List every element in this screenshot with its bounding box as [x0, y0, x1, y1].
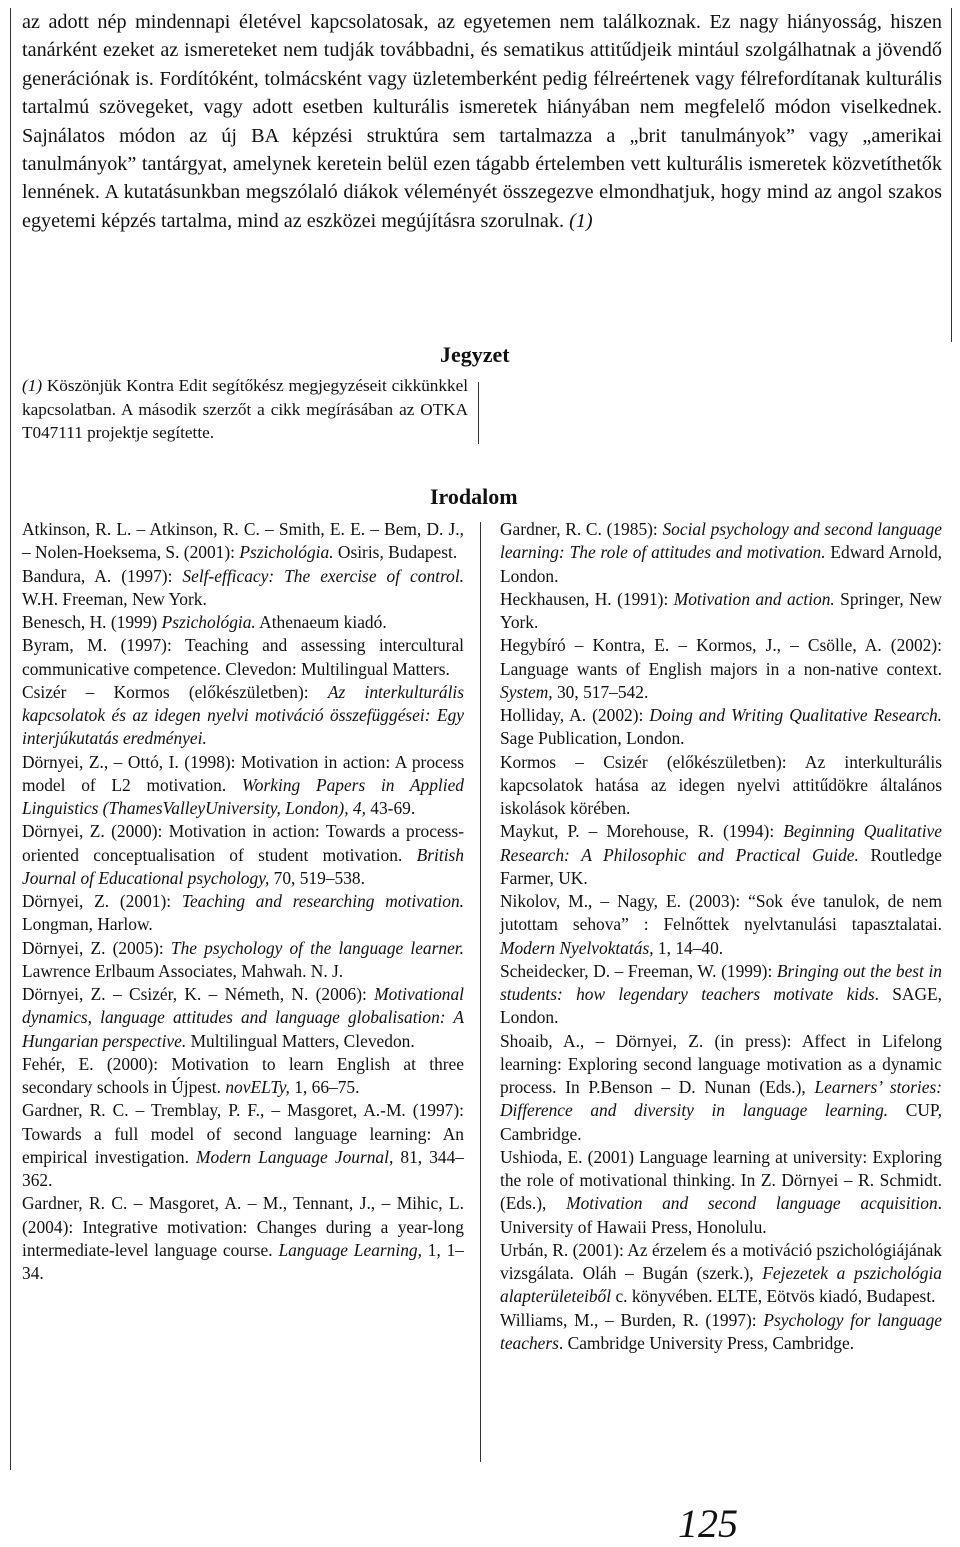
italic-run: (1) — [569, 209, 593, 232]
italic-run: Language Learning, — [278, 1239, 422, 1260]
text-run: Edward Arnold, London. — [500, 542, 942, 586]
italic-run: Motivation and second language acquisition — [566, 1193, 938, 1214]
text-run: 70, 519–538. — [269, 867, 365, 888]
italic-run: System, — [500, 681, 553, 702]
reference-entry — [22, 937, 464, 984]
text-run: 1, 66–75. — [289, 1077, 360, 1097]
text-run: 1, 1–34. — [22, 1239, 464, 1283]
text-run: . SAGE, London. — [500, 984, 942, 1028]
right-margin-rule — [951, 8, 952, 342]
text-run: . Cambridge University Press, Cambridge. — [558, 1332, 855, 1353]
page-number: 125 — [678, 1501, 738, 1546]
text-run: Köszönjük Kontra Edit segítőkész megjegyzéseit cikkünkkel kapcsolatban. A második szerzőt a cikk megírásában az OTKA T047111 projektje segítette. — [22, 376, 468, 443]
italic-run: The psychology of the language learner. — [170, 937, 464, 958]
reference-entry — [22, 1099, 464, 1192]
italic-run: Doing and Writing Qualitative Research. — [649, 705, 943, 725]
reference-entry — [500, 518, 942, 588]
text-run: Williams, M., – Burden, R. (1997): — [500, 1309, 764, 1330]
text-run: Dörnyei, Z. (2001): — [22, 891, 182, 911]
reference-entry — [500, 1030, 942, 1146]
reference-entry — [22, 751, 464, 821]
text-run: Nikolov, M., – Nagy, E. (2003): “Sok éve tanulok, de nem jutottam sehova” : Felnőttek nyelvtanulási tapasztalatai. — [500, 891, 942, 935]
text-run: Shoaib, A., – Dörnyei, Z. (in press): Affect in Lifelong learning: Exploring second language motivation as a dynamic process. In P.Benson – D. Nunan (Eds.), — [500, 1030, 942, 1097]
text-run: Dörnyei, Z. (2000): Motivation in action: Towards a process-oriented conceptualisation of student motivation. — [22, 821, 464, 865]
reference-entry — [22, 565, 464, 612]
text-run: Urbán, R. (2001): Az érzelem és a motiváció pszichológiájának vizsgálata. Oláh – Bugán (szerk.), — [500, 1239, 942, 1283]
text-run: . University of Hawaii Press, Honolulu. — [500, 1193, 942, 1237]
column-divider-rule — [480, 522, 481, 1462]
reference-entry — [500, 960, 942, 1030]
reference-entry — [500, 588, 942, 635]
reference-entry — [500, 751, 942, 821]
intro-paragraph — [22, 8, 942, 235]
text-run: Gardner, R. C. – Masgoret, A. – M., Tennant, J., – Mihic, L. (2004): Integrative motivation: Changes during a year-long intermediate-level language course. — [22, 1193, 464, 1260]
text-run: Benesch, H. (1999) — [22, 612, 162, 632]
reference-entry — [500, 1309, 942, 1356]
text-run: Sage Publication, London. — [500, 728, 685, 749]
text-run: 43-69. — [365, 798, 416, 818]
italic-run: Az interkulturális kapcsolatok és az idegen nyelvi motiváció összefüggései: Egy interjúkutatás eredményei. — [22, 681, 464, 749]
references-heading: Irodalom — [430, 484, 518, 509]
text-run: CUP, Cambridge. — [500, 1100, 942, 1144]
italic-run: Teaching and researching motivation. — [181, 891, 464, 911]
text-run: Athenaeum kiadó. — [255, 612, 387, 632]
italic-run: Social psychology and second language learning: The role of attitudes and motivation. — [500, 519, 942, 563]
reference-entry — [500, 634, 942, 704]
italic-run: novELTy, — [225, 1077, 290, 1097]
italic-run: Pszichológia. — [239, 542, 334, 563]
text-run: Multilingual Matters, Clevedon. — [186, 1030, 415, 1051]
text-run: 30, 517–542. — [552, 681, 649, 702]
text-run: Maykut, P. – Morehouse, R. (1994): — [500, 821, 784, 842]
text-run: Kormos – Csizér (előkészületben): Az interkulturális kapcsolatok hatása az idegen nyelvi attitűdökre általános iskolások körében. — [500, 751, 942, 818]
text-run: Bandura, A. (1997): — [22, 565, 183, 586]
notes-heading: Jegyzet — [440, 342, 510, 367]
text-run: az adott nép mindennapi életével kapcsolatosak, az egyetemen nem találkoznak. Ez nagy hiányosság, hiszen tanárként ezeket az ismereteket nem tudják továbbadni, és sematikus attitűdjeik mintául szolgálhatnak a jövendő generációnak is. Fordítóként, tolmácsként vagy üzletemberként pedig félreértenek vagy félrefordítanak kulturális tartalmú szövegeket, vagy adott esetben kulturális ismeretek hiányában nem megfelelő módon viselkednek. Sajnálatos módon az új BA képzési struktúra sem tartalmazza a „brit tanulmányok” vagy „amerikai tanulmányok” tantárgyat, amelynek keretein belül ezen tágabb értelemben vett kulturális ismeretek közvetíthetők lennének. A kutatásunkban megszólaló diákok véleményét összegezve elmondhatjuk, hogy mind az angol szakos egyetemi képzés tartalma, mind az eszközei megújításra szorulnak. — [22, 11, 942, 232]
italic-run: Learners’ stories: Difference and diversity in language learning. — [500, 1077, 943, 1121]
text-run: Hegybíró – Kontra, E. – Kormos, J., – Csölle, A. (2002): Language wants of English majors in a non-native context. — [500, 635, 942, 679]
reference-entry — [22, 681, 464, 751]
italic-run: Modern Nyelvoktatás, — [500, 937, 654, 958]
text-run: Osiris, Budapest. — [333, 542, 458, 563]
text-run: W.H. Freeman, New York. — [22, 588, 207, 609]
text-run: c. könyvében. ELTE, Eötvös kiadó, Budapest. — [611, 1286, 936, 1307]
reference-entry — [500, 704, 942, 751]
text-run: 1, 14–40. — [653, 937, 724, 958]
italic-run: Working Papers in Applied Linguistics (ThamesValleyUniversity, London), 4, — [22, 774, 464, 818]
italic-run: (1) — [22, 376, 43, 395]
left-margin-rule — [10, 8, 11, 1470]
reference-entry — [500, 1146, 942, 1239]
references-left-column — [22, 518, 464, 1285]
text-run: Gardner, R. C. (1985): — [500, 519, 663, 539]
italic-run: Beginning Qualitative Research: A Philosophic and Practical Guide. — [500, 821, 942, 865]
text-run: Lawrence Erlbaum Associates, Mahwah. N. J. — [22, 960, 344, 981]
text-run: Ushioda, E. (2001) Language learning at university: Exploring the role of motivational thinking. In Z. Dörnyei – R. Schmidt. (Eds.), — [500, 1146, 942, 1214]
text-run: Gardner, R. C. – Tremblay, P. F., – Masgoret, A.-M. (1997): Towards a full model of second language learning: An empirical investigation. — [22, 1100, 464, 1167]
text-run: Byram, M. (1997): Teaching and assessing intercultural communicative competence. Clevedon: Multilingual Matters. — [22, 635, 464, 679]
italic-run: Motivation and action. — [673, 588, 835, 609]
reference-entry — [22, 1192, 464, 1285]
reference-entry — [500, 1239, 942, 1309]
reference-entry — [500, 820, 942, 890]
text-run: Longman, Harlow. — [22, 914, 153, 935]
text-run: Dörnyei, Z. – Csizér, K. – Németh, N. (2006): — [22, 984, 375, 1004]
text-run: Dörnyei, Z. (2005): — [22, 937, 171, 958]
footnote — [22, 374, 468, 445]
text-run: 81, 344–362. — [22, 1146, 464, 1190]
italic-run: Modern Language Journal, — [196, 1146, 394, 1167]
text-run: Routledge Farmer, UK. — [500, 844, 942, 888]
text-run: Holliday, A. (2002): — [500, 705, 650, 725]
reference-entry — [22, 611, 464, 634]
italic-run: Psychology for language teachers — [500, 1309, 943, 1353]
italic-run: Self-efficacy: The exercise of control. — [182, 565, 464, 586]
italic-run: British Journal of Educational psychology, — [22, 844, 464, 888]
text-run: Atkinson, R. L. – Atkinson, R. C. – Smith, E. E. – Bem, D. J., – Nolen-Hoeksema, S. (2001): — [22, 519, 464, 563]
italic-run: Motivational dynamics, language attitudes and language globalisation: A Hungarian perspective. — [22, 984, 464, 1051]
text-run: Csizér – Kormos (előkészületben): — [22, 681, 328, 702]
reference-entry — [22, 1053, 464, 1100]
reference-entry — [22, 983, 464, 1053]
reference-entry — [22, 518, 464, 565]
text-run: Fehér, E. (2000): Motivation to learn English at three secondary schools in Újpest. — [22, 1053, 464, 1097]
footnote-rule — [478, 382, 479, 444]
reference-entry — [22, 820, 464, 890]
text-run: Springer, New York. — [500, 588, 942, 632]
italic-run: Fejezetek a pszichológia alapterületeiből — [500, 1263, 942, 1307]
reference-entry — [22, 890, 464, 937]
italic-run: Pszichológia. — [161, 612, 256, 632]
text-run: Heckhausen, H. (1991): — [500, 588, 674, 609]
text-run: Scheidecker, D. – Freeman, W. (1999): — [500, 960, 777, 981]
references-right-column — [500, 518, 942, 1355]
text-run: Dörnyei, Z., – Ottó, I. (1998): Motivation in action: A process model of L2 motivation. — [22, 751, 464, 795]
reference-entry — [22, 634, 464, 681]
reference-entry — [500, 890, 942, 960]
italic-run: Bringing out the best in students: how legendary teachers motivate kids — [500, 960, 942, 1004]
